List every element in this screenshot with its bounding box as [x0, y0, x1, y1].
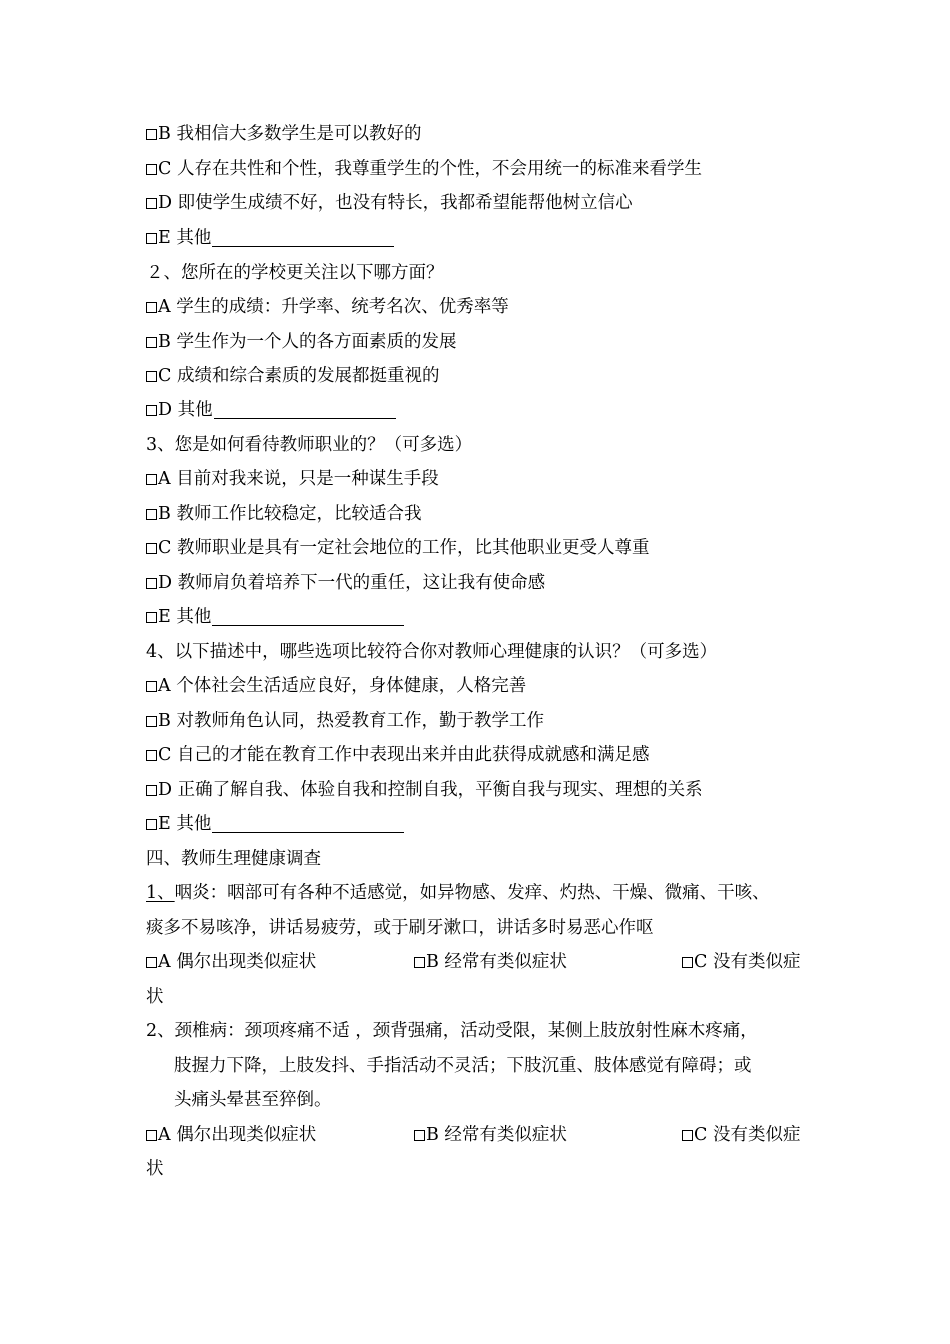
checkbox-icon[interactable] — [146, 509, 157, 520]
item-2-option-c-wrap: 状 — [146, 1159, 164, 1179]
section-title: 四、教师生理健康调查 — [146, 849, 321, 869]
item-number: 1、 — [146, 883, 175, 903]
q4-option-c[interactable]: C 自己的才能在教育工作中表现出来并由此获得成就感和满足感 — [146, 743, 649, 767]
q2-option-d[interactable]: D 其他 — [146, 398, 396, 422]
checkbox-icon[interactable] — [146, 164, 157, 175]
item-1-option-b[interactable]: B 经常有类似症状 — [414, 950, 567, 974]
q1-option-b[interactable]: B 我相信大多数学生是可以教好的 — [146, 122, 421, 146]
checkbox-icon[interactable] — [146, 198, 157, 209]
checkbox-icon[interactable] — [146, 233, 157, 244]
q3-option-a[interactable]: A 目前对我来说，只是一种谋生手段 — [146, 467, 439, 491]
item-2-options — [146, 1123, 816, 1147]
q3-option-b[interactable]: B 教师工作比较稳定，比较适合我 — [146, 502, 421, 526]
q2-option-c[interactable]: C 成绩和综合素质的发展都挺重视的 — [146, 364, 439, 388]
item-1-options — [146, 950, 816, 974]
item-2-line-2: 肢握力下降，上肢发抖、手指活动不灵活；下肢沉重、肢体感觉有障碍；或 — [174, 1056, 752, 1076]
q1-option-e[interactable]: E 其他 — [146, 226, 394, 250]
checkbox-icon[interactable] — [414, 957, 425, 968]
q2-option-b[interactable]: B 学生作为一个人的各方面素质的发展 — [146, 330, 456, 354]
checkbox-icon[interactable] — [146, 785, 157, 796]
checkbox-icon[interactable] — [146, 302, 157, 313]
q3-option-d[interactable]: D 教师肩负着培养下一代的重任，这让我有使命感 — [146, 571, 545, 595]
q4-option-d[interactable]: D 正确了解自我、体验自我和控制自我，平衡自我与现实、理想的关系 — [146, 778, 703, 802]
checkbox-icon[interactable] — [146, 750, 157, 761]
q4-option-e[interactable]: E 其他 — [146, 812, 404, 836]
other-answer-blank[interactable] — [212, 814, 404, 833]
q4-option-b[interactable]: B 对教师角色认同，热爱教育工作，勤于教学工作 — [146, 709, 544, 733]
item-2-line-1: 2、颈椎病：颈项疼痛不适 ，颈背强痛，活动受限，某侧上肢放射性麻木疼痛， — [146, 1021, 758, 1041]
checkbox-icon[interactable] — [146, 681, 157, 692]
checkbox-icon[interactable] — [146, 819, 157, 830]
checkbox-icon[interactable] — [146, 129, 157, 140]
question-3: 3、您是如何看待教师职业的？（可多选） — [146, 435, 473, 455]
item-1-option-c-wrap: 状 — [146, 987, 164, 1007]
q2-option-a[interactable]: A 学生的成绩：升学率、统考名次、优秀率等 — [146, 295, 509, 319]
checkbox-icon[interactable] — [146, 957, 157, 968]
checkbox-icon[interactable] — [146, 474, 157, 485]
q3-option-c[interactable]: C 教师职业是具有一定社会地位的工作，比其他职业更受人尊重 — [146, 536, 649, 560]
checkbox-icon[interactable] — [682, 957, 693, 968]
checkbox-icon[interactable] — [146, 1130, 157, 1141]
item-1-line-2: 痰多不易咳净，讲话易疲劳，或于刷牙漱口，讲话多时易恶心作呕 — [146, 918, 654, 938]
q3-option-e[interactable]: E 其他 — [146, 605, 404, 629]
other-answer-blank[interactable] — [214, 400, 396, 419]
checkbox-icon[interactable] — [146, 337, 157, 348]
other-answer-blank[interactable] — [212, 228, 394, 247]
item-2-line-3: 头痛头晕甚至猝倒。 — [174, 1090, 332, 1110]
item-1-option-a[interactable]: A 偶尔出现类似症状 — [146, 950, 316, 974]
item-2-option-b[interactable]: B 经常有类似症状 — [414, 1123, 567, 1147]
checkbox-icon[interactable] — [146, 543, 157, 554]
other-answer-blank[interactable] — [212, 607, 404, 626]
question-4: 4、以下描述中，哪些选项比较符合你对教师心理健康的认识？（可多选） — [146, 642, 718, 662]
checkbox-icon[interactable] — [682, 1130, 693, 1141]
item-1-option-c[interactable]: C 没有类似症 — [682, 950, 800, 974]
question-2: ２、您所在的学校更关注以下哪方面？ — [146, 263, 444, 283]
checkbox-icon[interactable] — [146, 578, 157, 589]
q1-option-c[interactable]: C 人存在共性和个性，我尊重学生的个性，不会用统一的标准来看学生 — [146, 157, 702, 181]
item-2-option-c[interactable]: C 没有类似症 — [682, 1123, 800, 1147]
q4-option-a[interactable]: A 个体社会生活适应良好，身体健康，人格完善 — [146, 674, 526, 698]
checkbox-icon[interactable] — [146, 371, 157, 382]
item-1-line-1: 1、咽炎：咽部可有各种不适感觉，如异物感、发痒、灼热、干燥、微痛、干咳、 — [146, 883, 770, 903]
q1-option-d[interactable]: D 即使学生成绩不好，也没有特长，我都希望能帮他树立信心 — [146, 191, 633, 215]
item-2-option-a[interactable]: A 偶尔出现类似症状 — [146, 1123, 316, 1147]
checkbox-icon[interactable] — [146, 405, 157, 416]
checkbox-icon[interactable] — [146, 612, 157, 623]
checkbox-icon[interactable] — [414, 1130, 425, 1141]
checkbox-icon[interactable] — [146, 716, 157, 727]
